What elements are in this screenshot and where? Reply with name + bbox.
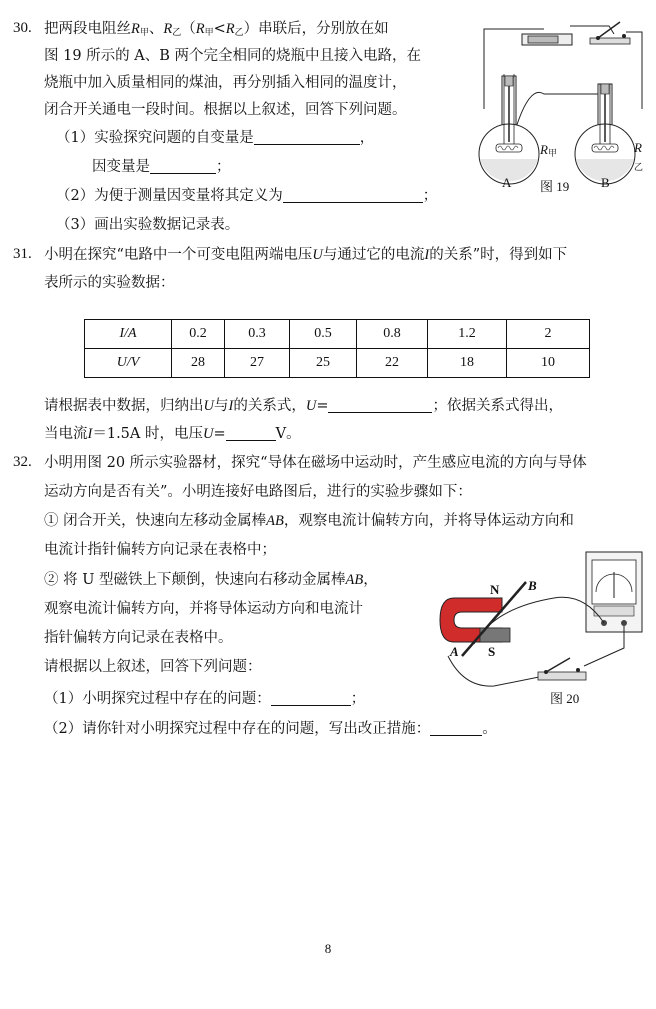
table-row bbox=[85, 349, 590, 378]
q32-number: 32. bbox=[13, 454, 32, 470]
figure-19 bbox=[474, 14, 650, 194]
q31-line-4: 当电流I＝1.5A 时，电压U= V。 bbox=[44, 426, 301, 442]
q32-step-2-cont2: 指针偏转方向记录在表格中。 bbox=[44, 630, 233, 646]
page-number: 8 bbox=[324, 941, 332, 956]
u-magnet-icon bbox=[440, 598, 510, 642]
answer-blank[interactable] bbox=[430, 720, 482, 736]
q30-part-2: （2）为便于测量因变量将其定义为 ； bbox=[56, 188, 438, 204]
q30-number: 30. bbox=[13, 20, 32, 36]
figure-19-label-a: A bbox=[502, 175, 512, 190]
switch-icon bbox=[538, 658, 586, 680]
answer-blank[interactable] bbox=[283, 187, 423, 203]
q32-line-5: 请根据以上叙述，回答下列问题： bbox=[44, 659, 262, 675]
figure-19-caption: 图 19 bbox=[540, 179, 570, 194]
table-cell: 0.2 bbox=[172, 320, 225, 349]
q31-number: 31. bbox=[13, 246, 32, 262]
q32-step-2: ② 将 U 型磁铁上下颠倒，快速向右移动金属棒AB， bbox=[44, 572, 378, 588]
table-cell: 28 bbox=[172, 349, 225, 378]
figure-19-label-b: B bbox=[601, 175, 610, 190]
flask-a-icon bbox=[479, 74, 539, 184]
q30-line-4: 闭合开关通电一段时间。根据以上叙述，回答下列问题。 bbox=[44, 102, 407, 118]
figure-20-caption: 图 20 bbox=[550, 691, 580, 706]
table-cell: 27 bbox=[225, 349, 290, 378]
answer-blank[interactable] bbox=[254, 129, 360, 145]
figure-20-drawing bbox=[434, 548, 648, 708]
q32-part-2: （2）请你针对小明探究过程中存在的问题，写出改正措施： 。 bbox=[44, 721, 497, 737]
q31-line-3: 请根据表中数据，归纳出U与I的关系式，U= ；依据关系式得出， bbox=[44, 398, 563, 414]
q30-line-3: 烧瓶中加入质量相同的煤油，再分别插入相同的温度计， bbox=[44, 75, 407, 91]
q32-line-1: 小明用图 20 所示实验器材，探究“导体在磁场中运动时，产生感应电流的方向与导体 bbox=[44, 455, 587, 471]
figure-20 bbox=[434, 548, 648, 708]
q31-line-1: 小明在探究“电路中一个可变电阻两端电压U与通过它的电流I的关系”时，得到如下 bbox=[44, 247, 568, 263]
table-cell: 10 bbox=[507, 349, 590, 378]
table-cell: 1.2 bbox=[428, 320, 507, 349]
table-cell: 22 bbox=[357, 349, 428, 378]
table-cell: 2 bbox=[507, 320, 590, 349]
table-header-current: I/A bbox=[85, 320, 172, 349]
q31-line-2: 表所示的实验数据： bbox=[44, 275, 175, 291]
q30-part-1: （1）实验探究问题的自变量是 ， bbox=[56, 130, 375, 146]
figure-19-drawing bbox=[474, 14, 650, 194]
q32-step-2-cont: 观察电流计偏转方向，并将导体运动方向和电流计 bbox=[44, 601, 363, 617]
q30-part-1b: 因变量是 ； bbox=[92, 159, 231, 175]
galvanometer-icon bbox=[586, 552, 642, 632]
figure-20-label-s: S bbox=[488, 644, 496, 659]
figure-19-label-rjia: $R_甲$ bbox=[540, 142, 557, 158]
table-header-voltage: U/V bbox=[85, 349, 172, 378]
q32-part-1: （1）小明探究过程中存在的问题： ； bbox=[44, 691, 366, 707]
table-row bbox=[85, 320, 590, 349]
table-cell: 18 bbox=[428, 349, 507, 378]
q31-data-table bbox=[84, 319, 590, 378]
flask-b-icon bbox=[575, 84, 635, 184]
q30-line-2: 图 19 所示的 A、B 两个完全相同的烧瓶中且接入电路，在 bbox=[44, 48, 422, 64]
figure-20-label-b: B bbox=[528, 578, 537, 593]
switch-icon bbox=[590, 38, 630, 44]
q32-step-1-cont: 电流计指针偏转方向记录在表格中； bbox=[44, 542, 276, 558]
answer-blank[interactable] bbox=[271, 690, 351, 706]
table-cell: 0.8 bbox=[357, 320, 428, 349]
figure-20-label-n: N bbox=[490, 582, 500, 597]
answer-blank[interactable] bbox=[328, 397, 432, 413]
q32-line-2: 运动方向是否有关”。小明连接好电路图后，进行的实验步骤如下： bbox=[44, 484, 472, 500]
answer-blank[interactable] bbox=[150, 158, 216, 174]
table-cell: 0.5 bbox=[290, 320, 357, 349]
table-cell: 0.3 bbox=[225, 320, 290, 349]
q30-line-1: 把两段电阻丝$R_甲$、$R_乙(R_甲<R_乙)$串联后，分别放在如 bbox=[44, 21, 389, 38]
q32-step-1: ① 闭合开关，快速向左移动金属棒AB，观察电流计偏转方向，并将导体运动方向和 bbox=[44, 513, 574, 529]
answer-blank[interactable] bbox=[226, 425, 276, 441]
q30-part-3: （3）画出实验数据记录表。 bbox=[56, 217, 240, 233]
figure-19-label-ryi: $R_乙$ bbox=[634, 140, 644, 172]
table-cell: 25 bbox=[290, 349, 357, 378]
figure-20-label-a: A bbox=[450, 644, 459, 659]
